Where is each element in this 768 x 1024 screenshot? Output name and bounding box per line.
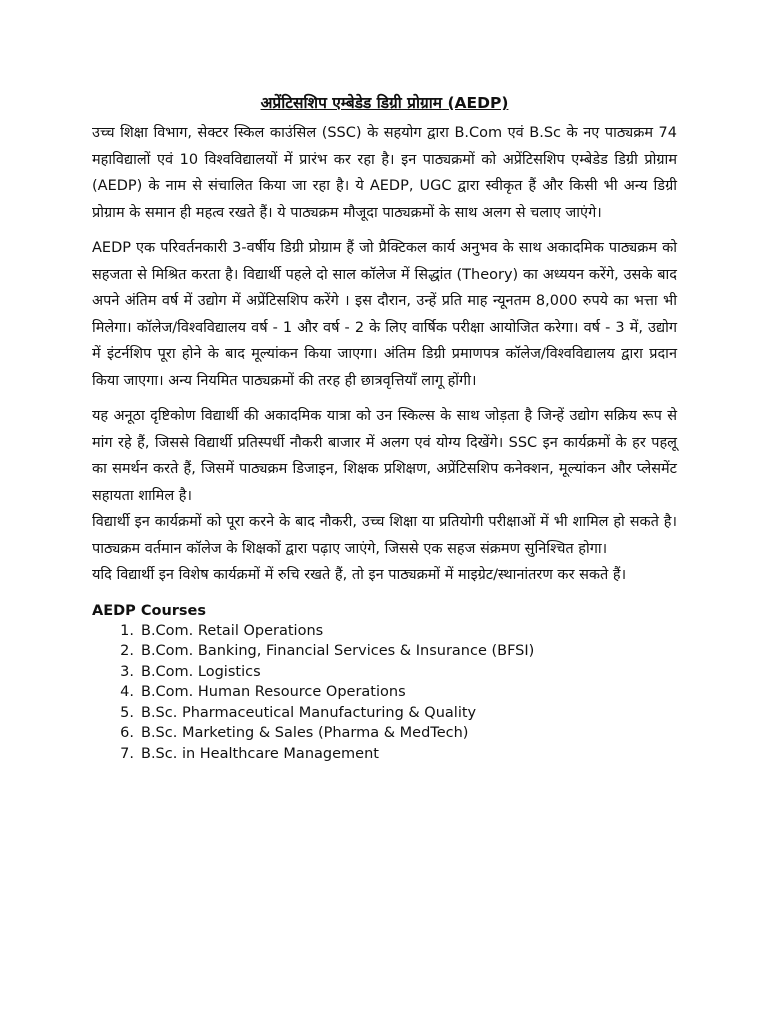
paragraph-intro: उच्च शिक्षा विभाग, सेक्टर स्किल काउंसिल (SSC) के सहयोग द्वारा B.Com एवं B.Sc के नए पाठ्यक्रम 74 महाविद्यालों एवं 10 विश्वविद्यालयों में प्रारंभ कर रहा है। इन पाठ्यक्रमों को अप्रेंटिसशिप एम्बेडेड डिग्री प्रोग्राम (AEDP) के नाम से संचालित किया जा रहा है। ये AEDP, UGC द्वारा स्वीकृत हैं और किसी भी अन्य डिग्री प्रोग्राम के समान ही महत्व रखते हैं। ये पाठ्यक्रम मौजूदा पाठ्यक्रमों के साथ अलग से चलाए जाएंगे। — [92, 125, 677, 221]
list-item-number: 7. — [120, 745, 134, 762]
paragraph-migration: यदि विद्यार्थी इन विशेष कार्यक्रमों में रुचि रखते हैं, तो इन पाठ्यक्रमों में माइग्रेट/स्थानांतरण कर सकते हैं। — [92, 567, 627, 583]
list-item-number: 1. — [120, 622, 134, 639]
courses-list — [92, 621, 677, 765]
list-item — [116, 641, 677, 662]
list-item — [116, 682, 677, 703]
list-item-number: 6. — [120, 725, 134, 741]
list-item-label: B.Com. Human Resource Operations — [141, 684, 406, 700]
paragraph-unique-approach: यह अनूठा दृष्टिकोण विद्यार्थी की अकादमिक यात्रा को उन स्किल्स के साथ जोड़ता है जिन्हें उद्योग सक्रिय रूप से मांग रहे हैं, जिससे विद्यार्थी प्रतिस्पर्धी नौकरी बाजार में अलग एवं योग्य दिखेंगे। SSC इन कार्यक्रमों के हर पहलू का समर्थन करते हैं, जिसमें पाठ्यक्रम डिजाइन, शिक्षक प्रशिक्षण, अप्रेंटिसशिप कनेक्शन, मूल्यांकन और प्लेसमेंट सहायता शामिल है। — [92, 408, 677, 504]
list-item — [116, 744, 677, 765]
list-item-label: B.Com. Retail Operations — [141, 622, 324, 639]
courses-heading: AEDP Courses — [92, 602, 207, 619]
list-item-label: B.Com. Logistics — [141, 663, 261, 680]
list-item-number: 3. — [120, 663, 134, 680]
list-item-label: B.Sc. Marketing & Sales (Pharma & MedTech) — [141, 725, 469, 741]
list-item-label: B.Sc. in Healthcare Management — [141, 745, 379, 762]
paragraph-aedp-description: AEDP एक परिवर्तनकारी 3-वर्षीय डिग्री प्रोग्राम हैं जो प्रैक्टिकल कार्य अनुभव के साथ अकादमिक पाठ्यक्रम को सहजता से मिश्रित करता है। विद्यार्थी पहले दो साल कॉलेज में सिद्धांत (Theory) का अध्ययन करेंगे, उसके बाद अपने अंतिम वर्ष में उद्योग में अप्रेंटिसशिप करेंगे । इस दौरान, उन्हें प्रति माह न्यूनतम 8,000 रुपये का भत्ता भी मिलेगा। कॉलेज/विश्वविद्यालय वर्ष - 1 और वर्ष - 2 के लिए वार्षिक परीक्षा आयोजित करेगा। वर्ष - 3 में, उद्योग में इंटर्नशिप पूरा होने के बाद मूल्यांकन किया जाएगा। अंतिम डिग्री प्रमाणपत्र कॉलेज/विश्वविद्यालय द्वारा प्रदान किया जाएगा। अन्य नियमित पाठ्यक्रमों की तरह ही छात्रवृत्तियाँ लागू होंगी। — [92, 240, 677, 389]
paragraph-spacer — [92, 394, 677, 403]
list-item-number: 2. — [120, 643, 134, 659]
list-item-label: B.Sc. Pharmaceutical Manufacturing & Quality — [141, 704, 477, 721]
list-item — [116, 662, 677, 683]
list-item — [116, 723, 677, 744]
list-item — [116, 621, 677, 642]
list-item — [116, 703, 677, 724]
document-page — [92, 92, 677, 764]
list-item-number: 4. — [120, 684, 134, 700]
list-item-label: B.Com. Banking, Financial Services & Insurance (BFSI) — [141, 643, 535, 659]
page-title: अप्रेंटिसशिप एम्बेडेड डिग्री प्रोग्राम (AEDP) — [260, 94, 509, 112]
paragraph-spacer — [92, 226, 677, 235]
paragraph-career-options: विद्यार्थी इन कार्यक्रमों को पूरा करने के बाद नौकरी, उच्च शिक्षा या प्रतियोगी परीक्षाओं में भी शामिल हो सकते है। पाठ्यक्रम वर्तमान कॉलेज के शिक्षकों द्वारा पढ़ाए जाएंगे, जिससे एक सहज संक्रमण सुनिश्चित होगा। — [92, 514, 677, 557]
list-item-number: 5. — [120, 704, 134, 721]
